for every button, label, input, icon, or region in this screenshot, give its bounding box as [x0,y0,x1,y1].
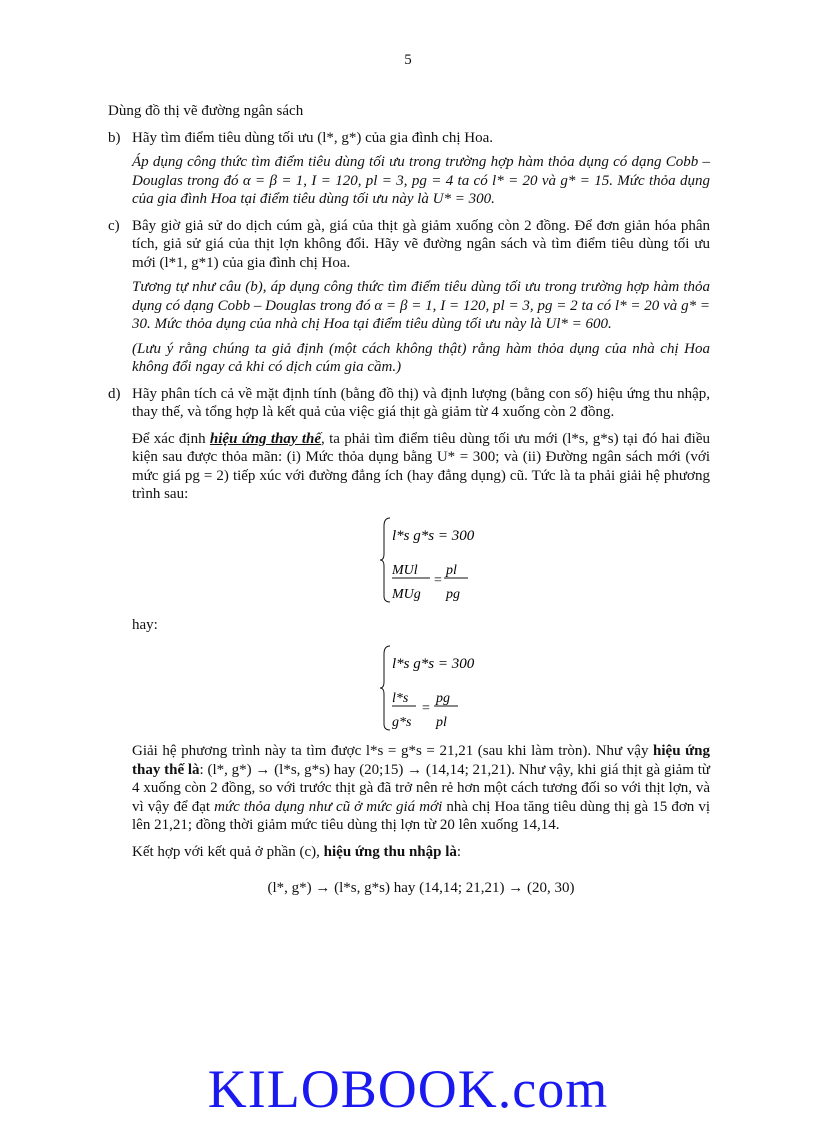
substitution-paragraph: Để xác định hiệu ứng thay thế, ta phải tìm điểm tiêu dùng tối ưu mới (l*s, g*s) tại đó hai điều kiện sau được thỏa mãn: (i) Mức thỏa dụng bằng U* = 300; và (ii) Đường ngân sách mới (với mức giá pg = 2) tiếp xúc với đường đẳng ích (hay đẳng dụng) cũ. Tức là ta phải giải hệ phương trình sau: [132,430,710,502]
answer-text: Tương tự như câu (b), áp dụng công thức tìm điểm tiêu dùng tối ưu trong trường hợp hàm thỏa dụng có dạng Cobb – Douglas trong đó α = β = 1, I = 120, pl = 3, pg = 2 ta có l* = 20 và g* = 30. Mức thỏa dụng của nhà chị Hoa tại điểm tiêu dùng tối ưu này là Ul* = 600. [132,279,710,332]
intro-text: Dùng đồ thị vẽ đường ngân sách [108,103,304,119]
frac-den: g*s [392,715,412,730]
item-label: d) [108,385,121,402]
equation-system-1 [380,514,520,606]
income-paragraph: Kết hợp với kết quả ở phần (c), hiệu ứng thu nhập là: [132,843,462,860]
answer-text: Áp dụng công thức tìm điểm tiêu dùng tối ưu trong trường hợp hàm thỏa dụng có dạng Cobb – Douglas trong đó α = β = 1, I = 120, pl = 3, pg = 4 ta có l* = 20 và g* = 15. Mức thỏa dụng của gia đình Hoa tại điểm tiêu dùng tối ưu này là U* = 300. [132,154,710,207]
note-text: (Lưu ý rằng chúng ta giả định (một cách không thật) rằng hàm thỏa dụng của nhà chị Hoa không đổi ngay cả khi có dịch cúm gia cầm.) [132,340,710,375]
frac-num: l*s [392,691,409,706]
svg-text:=: = [434,572,442,588]
equation-system-2 [380,642,520,734]
hay-text: hay: [132,616,158,633]
kilobook-watermark: KILOBOOK.com [207,1059,609,1119]
question-text: Bây giờ giả sử do dịch cúm gà, giá của thịt gà giảm xuống còn 2 đồng. Để đơn giản hóa phân tích, giả sử giá của thịt lợn không đổi. Hãy vẽ đường ngân sách và tìm điểm tiêu dùng tối ưu mới (l*1, g*1) của gia đình chị Hoa. [132,217,710,271]
svg-text:=: = [422,701,430,716]
substitution-term: hiệu ứng thay thế [209,430,322,447]
question-text: Hãy phân tích cả về mặt định tính (bằng đồ thị) và định lượng (bằng con số) hiệu ứng thu nhập, thay thế, và tổng hợp là kết quả của việc giá thịt gà giảm từ 4 xuống còn 2 đồng. [132,385,710,420]
eq1-text: l*s g*s = 300 [392,527,475,544]
question-text: Hãy tìm điểm tiêu dùng tối ưu (l*, g*) của gia đình chị Hoa. [132,129,493,146]
frac-den2: pl [436,715,447,730]
question-b [108,129,710,209]
item-label: b) [108,129,121,146]
income-effect-label: hiệu ứng thu nhập là [323,843,457,860]
document-body [108,102,710,906]
page-number: 5 [404,52,412,68]
question-d [108,385,710,898]
eq1-text: l*s g*s = 300 [392,656,475,672]
frac-den: MUg [392,586,421,602]
frac-den2: pg [446,586,460,602]
substitution-effect-label: hiệu ứng thay thế là [132,743,710,778]
question-c [108,217,710,377]
final-math: (l*, g*) → (l*s, g*s) hay (14,14; 21,21) → (20, 30) [267,880,575,896]
item-label: c) [108,217,120,234]
frac-num2: pg [436,691,450,706]
frac-num2: pl [446,562,457,578]
result-paragraph: Giải hệ phương trình này ta tìm được l*s = g*s = 21,21 (sau khi làm tròn). Như vậy hiệu ứng thay thế là: (l*, g*) → (l*s, g*s) hay (20;15) → (14,14; 21,21). Như vậy, khi giá thịt gà giảm từ 4 xuống còn 2 đồng, so với trước thịt gà đã trở nên rẻ hơn một cách tương đối so với thịt lợn, và vì vậy để đạt mức thỏa dụng như cũ ở mức giá mới nhà chị Hoa tăng tiêu dùng thị gà 15 đơn vị lên 21,21; đồng thời giảm mức tiêu dùng thị lợn từ 20 lên xuống 14,14. [132,743,711,833]
frac-num: MUl [392,562,418,578]
